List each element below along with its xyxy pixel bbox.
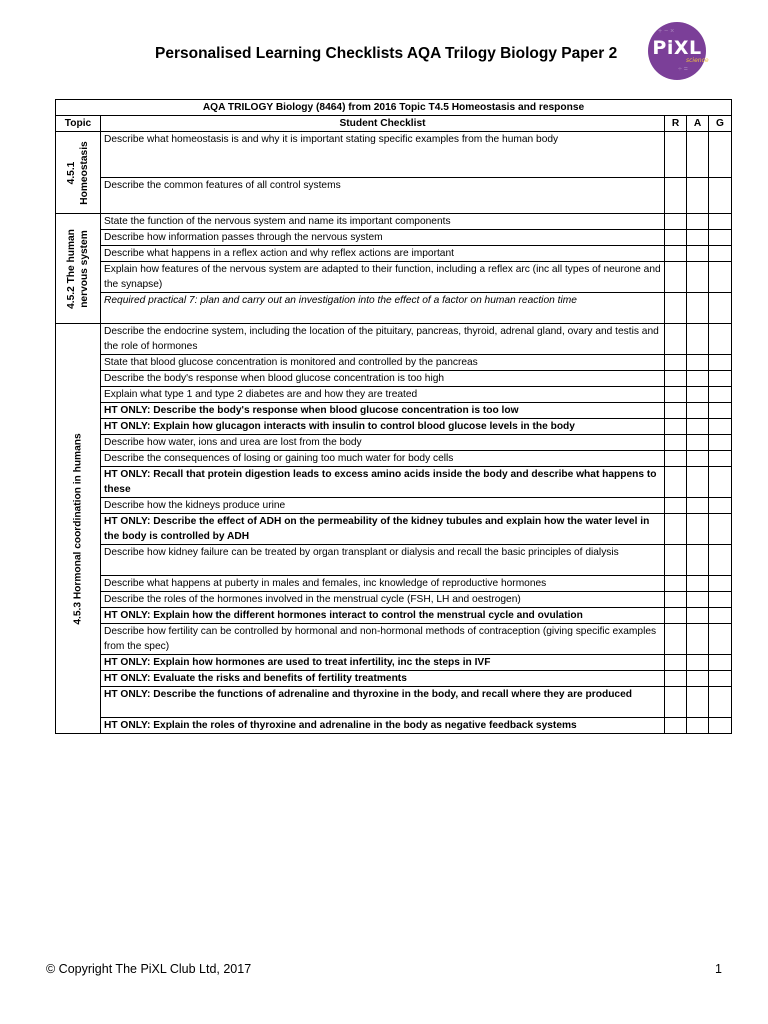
rag-cell-r[interactable]	[665, 451, 687, 467]
checklist-table	[55, 99, 732, 734]
table-title: AQA TRILOGY Biology (8464) from 2016 Topic T4.5 Homeostasis and response	[56, 100, 732, 116]
table-row	[56, 467, 732, 498]
checklist-item: Describe what happens in a reflex action and why reflex actions are important	[101, 246, 665, 262]
checklist-item: HT ONLY: Describe the effect of ADH on the permeability of the kidney tubules and explain how the water level in the body is controlled by ADH	[101, 514, 665, 545]
table-row	[56, 671, 732, 687]
table-row	[56, 230, 732, 246]
rag-cell-r[interactable]	[665, 132, 687, 178]
rag-cell-g[interactable]	[709, 467, 732, 498]
rag-cell-a[interactable]	[687, 624, 709, 655]
rag-cell-a[interactable]	[687, 592, 709, 608]
rag-cell-r[interactable]	[665, 403, 687, 419]
rag-cell-r[interactable]	[665, 576, 687, 592]
rag-cell-r[interactable]	[665, 230, 687, 246]
checklist-item: Describe how the kidneys produce urine	[101, 498, 665, 514]
table-row	[56, 655, 732, 671]
rag-cell-r[interactable]	[665, 371, 687, 387]
rag-cell-a[interactable]	[687, 262, 709, 293]
copyright-footer: © Copyright The PiXL Club Ltd, 2017	[46, 962, 252, 976]
table-row	[56, 687, 732, 718]
logo-subtext: science	[686, 57, 709, 64]
rag-cell-a[interactable]	[687, 608, 709, 624]
topic-label: 4.5.3 Hormonal coordination in humans	[72, 432, 84, 625]
rag-cell-g[interactable]	[709, 687, 732, 718]
rag-cell-g[interactable]	[709, 246, 732, 262]
rag-cell-a[interactable]	[687, 451, 709, 467]
checklist-item: Describe the roles of the hormones involved in the menstrual cycle (FSH, LH and oestrogen)	[101, 592, 665, 608]
column-header-g: G	[709, 116, 732, 132]
column-header-a: A	[687, 116, 709, 132]
column-header-checklist: Student Checklist	[101, 116, 665, 132]
rag-cell-a[interactable]	[687, 355, 709, 371]
topic-label: 4.5.1 Homeostasis	[66, 140, 90, 205]
rag-cell-g[interactable]	[709, 608, 732, 624]
rag-cell-a[interactable]	[687, 671, 709, 687]
rag-cell-g[interactable]	[709, 214, 732, 230]
rag-cell-g[interactable]	[709, 419, 732, 435]
rag-cell-a[interactable]	[687, 687, 709, 718]
table-row	[56, 576, 732, 592]
checklist-item: HT ONLY: Explain how the different hormones interact to control the menstrual cycle and ovulation	[101, 608, 665, 624]
rag-cell-a[interactable]	[687, 545, 709, 576]
table-row	[56, 371, 732, 387]
checklist-item: Describe the consequences of losing or gaining too much water for body cells	[101, 451, 665, 467]
checklist-item: HT ONLY: Describe the body's response when blood glucose concentration is too low	[101, 403, 665, 419]
rag-cell-r[interactable]	[665, 246, 687, 262]
checklist-item: HT ONLY: Evaluate the risks and benefits of fertility treatments	[101, 671, 665, 687]
rag-cell-a[interactable]	[687, 132, 709, 178]
checklist-item: Required practical 7: plan and carry out an investigation into the effect of a factor on human reaction time	[101, 293, 665, 324]
checklist-item: State that blood glucose concentration is monitored and controlled by the pancreas	[101, 355, 665, 371]
checklist-item: Describe how fertility can be controlled by hormonal and non-hormonal methods of contraception (giving specific examples from the spec)	[101, 624, 665, 655]
rag-cell-g[interactable]	[709, 576, 732, 592]
rag-cell-a[interactable]	[687, 467, 709, 498]
rag-cell-a[interactable]	[687, 293, 709, 324]
rag-cell-g[interactable]	[709, 324, 732, 355]
pixl-logo	[648, 22, 709, 80]
table-row	[56, 718, 732, 734]
rag-cell-a[interactable]	[687, 371, 709, 387]
table-row	[56, 132, 732, 178]
table-row	[56, 451, 732, 467]
rag-cell-a[interactable]	[687, 655, 709, 671]
rag-cell-r[interactable]	[665, 419, 687, 435]
checklist-item: HT ONLY: Explain how glucagon interacts with insulin to control blood glucose levels in the body	[101, 419, 665, 435]
table-row	[56, 262, 732, 293]
table-row	[56, 324, 732, 355]
rag-cell-r[interactable]	[665, 608, 687, 624]
rag-cell-r[interactable]	[665, 178, 687, 214]
rag-cell-g[interactable]	[709, 655, 732, 671]
table-row	[56, 355, 732, 371]
rag-cell-r[interactable]	[665, 324, 687, 355]
table-row	[56, 246, 732, 262]
table-row	[56, 293, 732, 324]
table-row	[56, 514, 732, 545]
column-header-topic: Topic	[56, 116, 101, 132]
checklist-item: Describe how water, ions and urea are lost from the body	[101, 435, 665, 451]
rag-cell-g[interactable]	[709, 355, 732, 371]
rag-cell-r[interactable]	[665, 514, 687, 545]
rag-cell-a[interactable]	[687, 419, 709, 435]
table-row	[56, 387, 732, 403]
rag-cell-g[interactable]	[709, 545, 732, 576]
rag-cell-a[interactable]	[687, 514, 709, 545]
table-row	[56, 178, 732, 214]
topic-label: 4.5.2 The human nervous system	[66, 228, 90, 309]
rag-cell-g[interactable]	[709, 293, 732, 324]
table-row	[56, 592, 732, 608]
rag-cell-a[interactable]	[687, 214, 709, 230]
rag-cell-r[interactable]	[665, 498, 687, 514]
topic-cell	[56, 132, 101, 214]
rag-cell-r[interactable]	[665, 435, 687, 451]
rag-cell-a[interactable]	[687, 576, 709, 592]
rag-cell-g[interactable]	[709, 451, 732, 467]
page-number: 1	[715, 962, 722, 976]
checklist-item: HT ONLY: Describe the functions of adrenaline and thyroxine in the body, and recall where they are produced	[101, 687, 665, 718]
checklist-item: Explain how features of the nervous system are adapted to their function, including a reflex arc (inc all types of neurone and the synapse)	[101, 262, 665, 293]
table-row	[56, 498, 732, 514]
checklist-item: Describe what homeostasis is and why it is important stating specific examples from the human body	[101, 132, 665, 178]
table-row	[56, 403, 732, 419]
checklist-item: Describe the common features of all control systems	[101, 178, 665, 214]
rag-cell-r[interactable]	[665, 467, 687, 498]
rag-cell-g[interactable]	[709, 435, 732, 451]
topic-cell	[56, 214, 101, 324]
rag-cell-r[interactable]	[665, 655, 687, 671]
rag-cell-g[interactable]	[709, 624, 732, 655]
rag-cell-r[interactable]	[665, 387, 687, 403]
table-row	[56, 545, 732, 576]
checklist-item: HT ONLY: Recall that protein digestion leads to excess amino acids inside the body and describe what happens to these	[101, 467, 665, 498]
rag-cell-g[interactable]	[709, 132, 732, 178]
rag-cell-g[interactable]	[709, 262, 732, 293]
checklist-item: Describe how kidney failure can be treated by organ transplant or dialysis and recall the basic principles of dialysis	[101, 545, 665, 576]
rag-cell-r[interactable]	[665, 592, 687, 608]
rag-cell-g[interactable]	[709, 403, 732, 419]
rag-cell-g[interactable]	[709, 178, 732, 214]
checklist-item: State the function of the nervous system and name its important components	[101, 214, 665, 230]
table-row	[56, 435, 732, 451]
topic-cell	[56, 324, 101, 734]
rag-cell-a[interactable]	[687, 498, 709, 514]
table-row	[56, 624, 732, 655]
page-title: Personalised Learning Checklists AQA Trilogy Biology Paper 2	[155, 45, 618, 62]
column-header-r: R	[665, 116, 687, 132]
logo-decoration: + − ×	[658, 28, 675, 35]
rag-cell-r[interactable]	[665, 687, 687, 718]
rag-cell-r[interactable]	[665, 718, 687, 734]
table-row	[56, 214, 732, 230]
checklist-item: HT ONLY: Explain the roles of thyroxine and adrenaline in the body as negative feedback systems	[101, 718, 665, 734]
rag-cell-r[interactable]	[665, 355, 687, 371]
rag-cell-a[interactable]	[687, 403, 709, 419]
rag-cell-g[interactable]	[709, 387, 732, 403]
rag-cell-a[interactable]	[687, 718, 709, 734]
checklist-item: HT ONLY: Explain how hormones are used to treat infertility, inc the steps in IVF	[101, 655, 665, 671]
table-row	[56, 608, 732, 624]
rag-cell-r[interactable]	[665, 671, 687, 687]
rag-cell-r[interactable]	[665, 214, 687, 230]
rag-cell-r[interactable]	[665, 545, 687, 576]
logo-decoration: ÷ =	[678, 66, 688, 73]
rag-cell-r[interactable]	[665, 293, 687, 324]
rag-cell-a[interactable]	[687, 324, 709, 355]
logo-text: PiXL	[652, 37, 702, 59]
rag-cell-a[interactable]	[687, 230, 709, 246]
rag-cell-g[interactable]	[709, 718, 732, 734]
rag-cell-g[interactable]	[709, 592, 732, 608]
rag-cell-r[interactable]	[665, 624, 687, 655]
checklist-item: Explain what type 1 and type 2 diabetes are and how they are treated	[101, 387, 665, 403]
rag-cell-a[interactable]	[687, 246, 709, 262]
rag-cell-g[interactable]	[709, 230, 732, 246]
checklist-item: Describe the body's response when blood glucose concentration is too high	[101, 371, 665, 387]
rag-cell-a[interactable]	[687, 387, 709, 403]
rag-cell-r[interactable]	[665, 262, 687, 293]
rag-cell-g[interactable]	[709, 514, 732, 545]
rag-cell-a[interactable]	[687, 178, 709, 214]
rag-cell-a[interactable]	[687, 435, 709, 451]
checklist-item: Describe what happens at puberty in males and females, inc knowledge of reproductive hormones	[101, 576, 665, 592]
checklist-item: Describe the endocrine system, including the location of the pituitary, pancreas, thyroid, adrenal gland, ovary and testis and the role of hormones	[101, 324, 665, 355]
rag-cell-g[interactable]	[709, 498, 732, 514]
checklist-item: Describe how information passes through the nervous system	[101, 230, 665, 246]
rag-cell-g[interactable]	[709, 371, 732, 387]
table-row	[56, 419, 732, 435]
rag-cell-g[interactable]	[709, 671, 732, 687]
